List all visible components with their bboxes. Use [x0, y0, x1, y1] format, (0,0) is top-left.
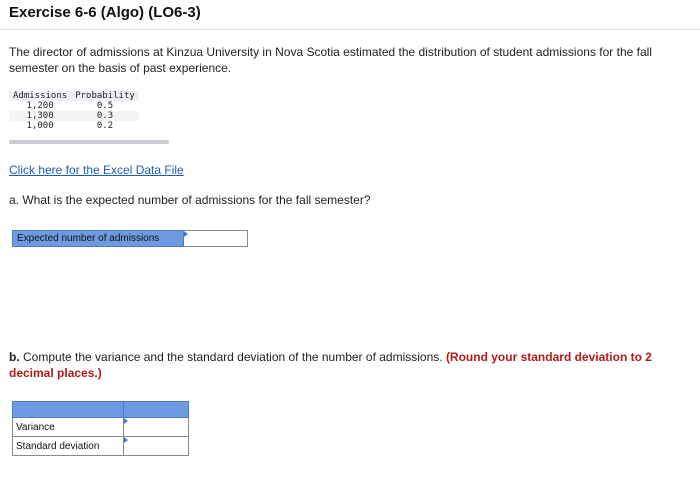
- header-cell-label: [13, 402, 124, 418]
- question-b-label: b.: [9, 350, 20, 364]
- variance-row: [13, 418, 189, 437]
- admissions-cell: 1,000: [26, 121, 54, 131]
- distribution-table: [9, 91, 139, 131]
- probability-cell: 0.3: [71, 111, 139, 121]
- variance-label: Variance: [13, 418, 124, 437]
- question-b-text: Compute the variance and the standard deviation of the number of admissions.: [19, 350, 446, 364]
- std-dev-row: [13, 437, 189, 456]
- probability-cell: 0.2: [96, 121, 114, 131]
- header-cell-value: [124, 402, 189, 418]
- flag-icon: [124, 418, 128, 424]
- expected-admissions-input[interactable]: [184, 230, 248, 247]
- expected-admissions-row: [12, 230, 248, 247]
- variance-input[interactable]: [124, 418, 189, 437]
- table-scrollbar[interactable]: [9, 140, 169, 144]
- variance-answer-table: [12, 401, 189, 456]
- admissions-cell: 1,200: [26, 101, 54, 111]
- table-row: [9, 121, 139, 131]
- admissions-cell: 1,300: [9, 111, 71, 121]
- question-b: [9, 349, 669, 381]
- answer-table-header: [13, 402, 189, 418]
- std-dev-input[interactable]: [124, 437, 189, 456]
- table-row: [9, 101, 139, 111]
- probability-cell: 0.5: [96, 101, 114, 111]
- column-header-admissions: Admissions: [9, 91, 71, 101]
- rounding-note: (Round your standard deviation to 2 decimal places.): [9, 350, 652, 380]
- excel-data-file-link[interactable]: Click here for the Excel Data File: [9, 163, 184, 177]
- title-divider: [0, 29, 700, 30]
- problem-intro: The director of admissions at Kinzua University in Nova Scotia estimated the distribution of student admissions for the fall semester on the basis of past experience.: [9, 45, 652, 75]
- column-header-probability: Probability: [71, 91, 139, 101]
- flag-icon: [184, 231, 188, 237]
- expected-admissions-label: Expected number of admissions: [12, 230, 184, 247]
- std-dev-label: Standard deviation: [13, 437, 124, 456]
- table-header-row: [9, 91, 139, 101]
- flag-icon: [124, 437, 128, 443]
- table-row: [9, 111, 139, 121]
- exercise-title: Exercise 6-6 (Algo) (LO6-3): [9, 4, 201, 21]
- question-a: a. What is the expected number of admissions for the fall semester?: [9, 193, 371, 207]
